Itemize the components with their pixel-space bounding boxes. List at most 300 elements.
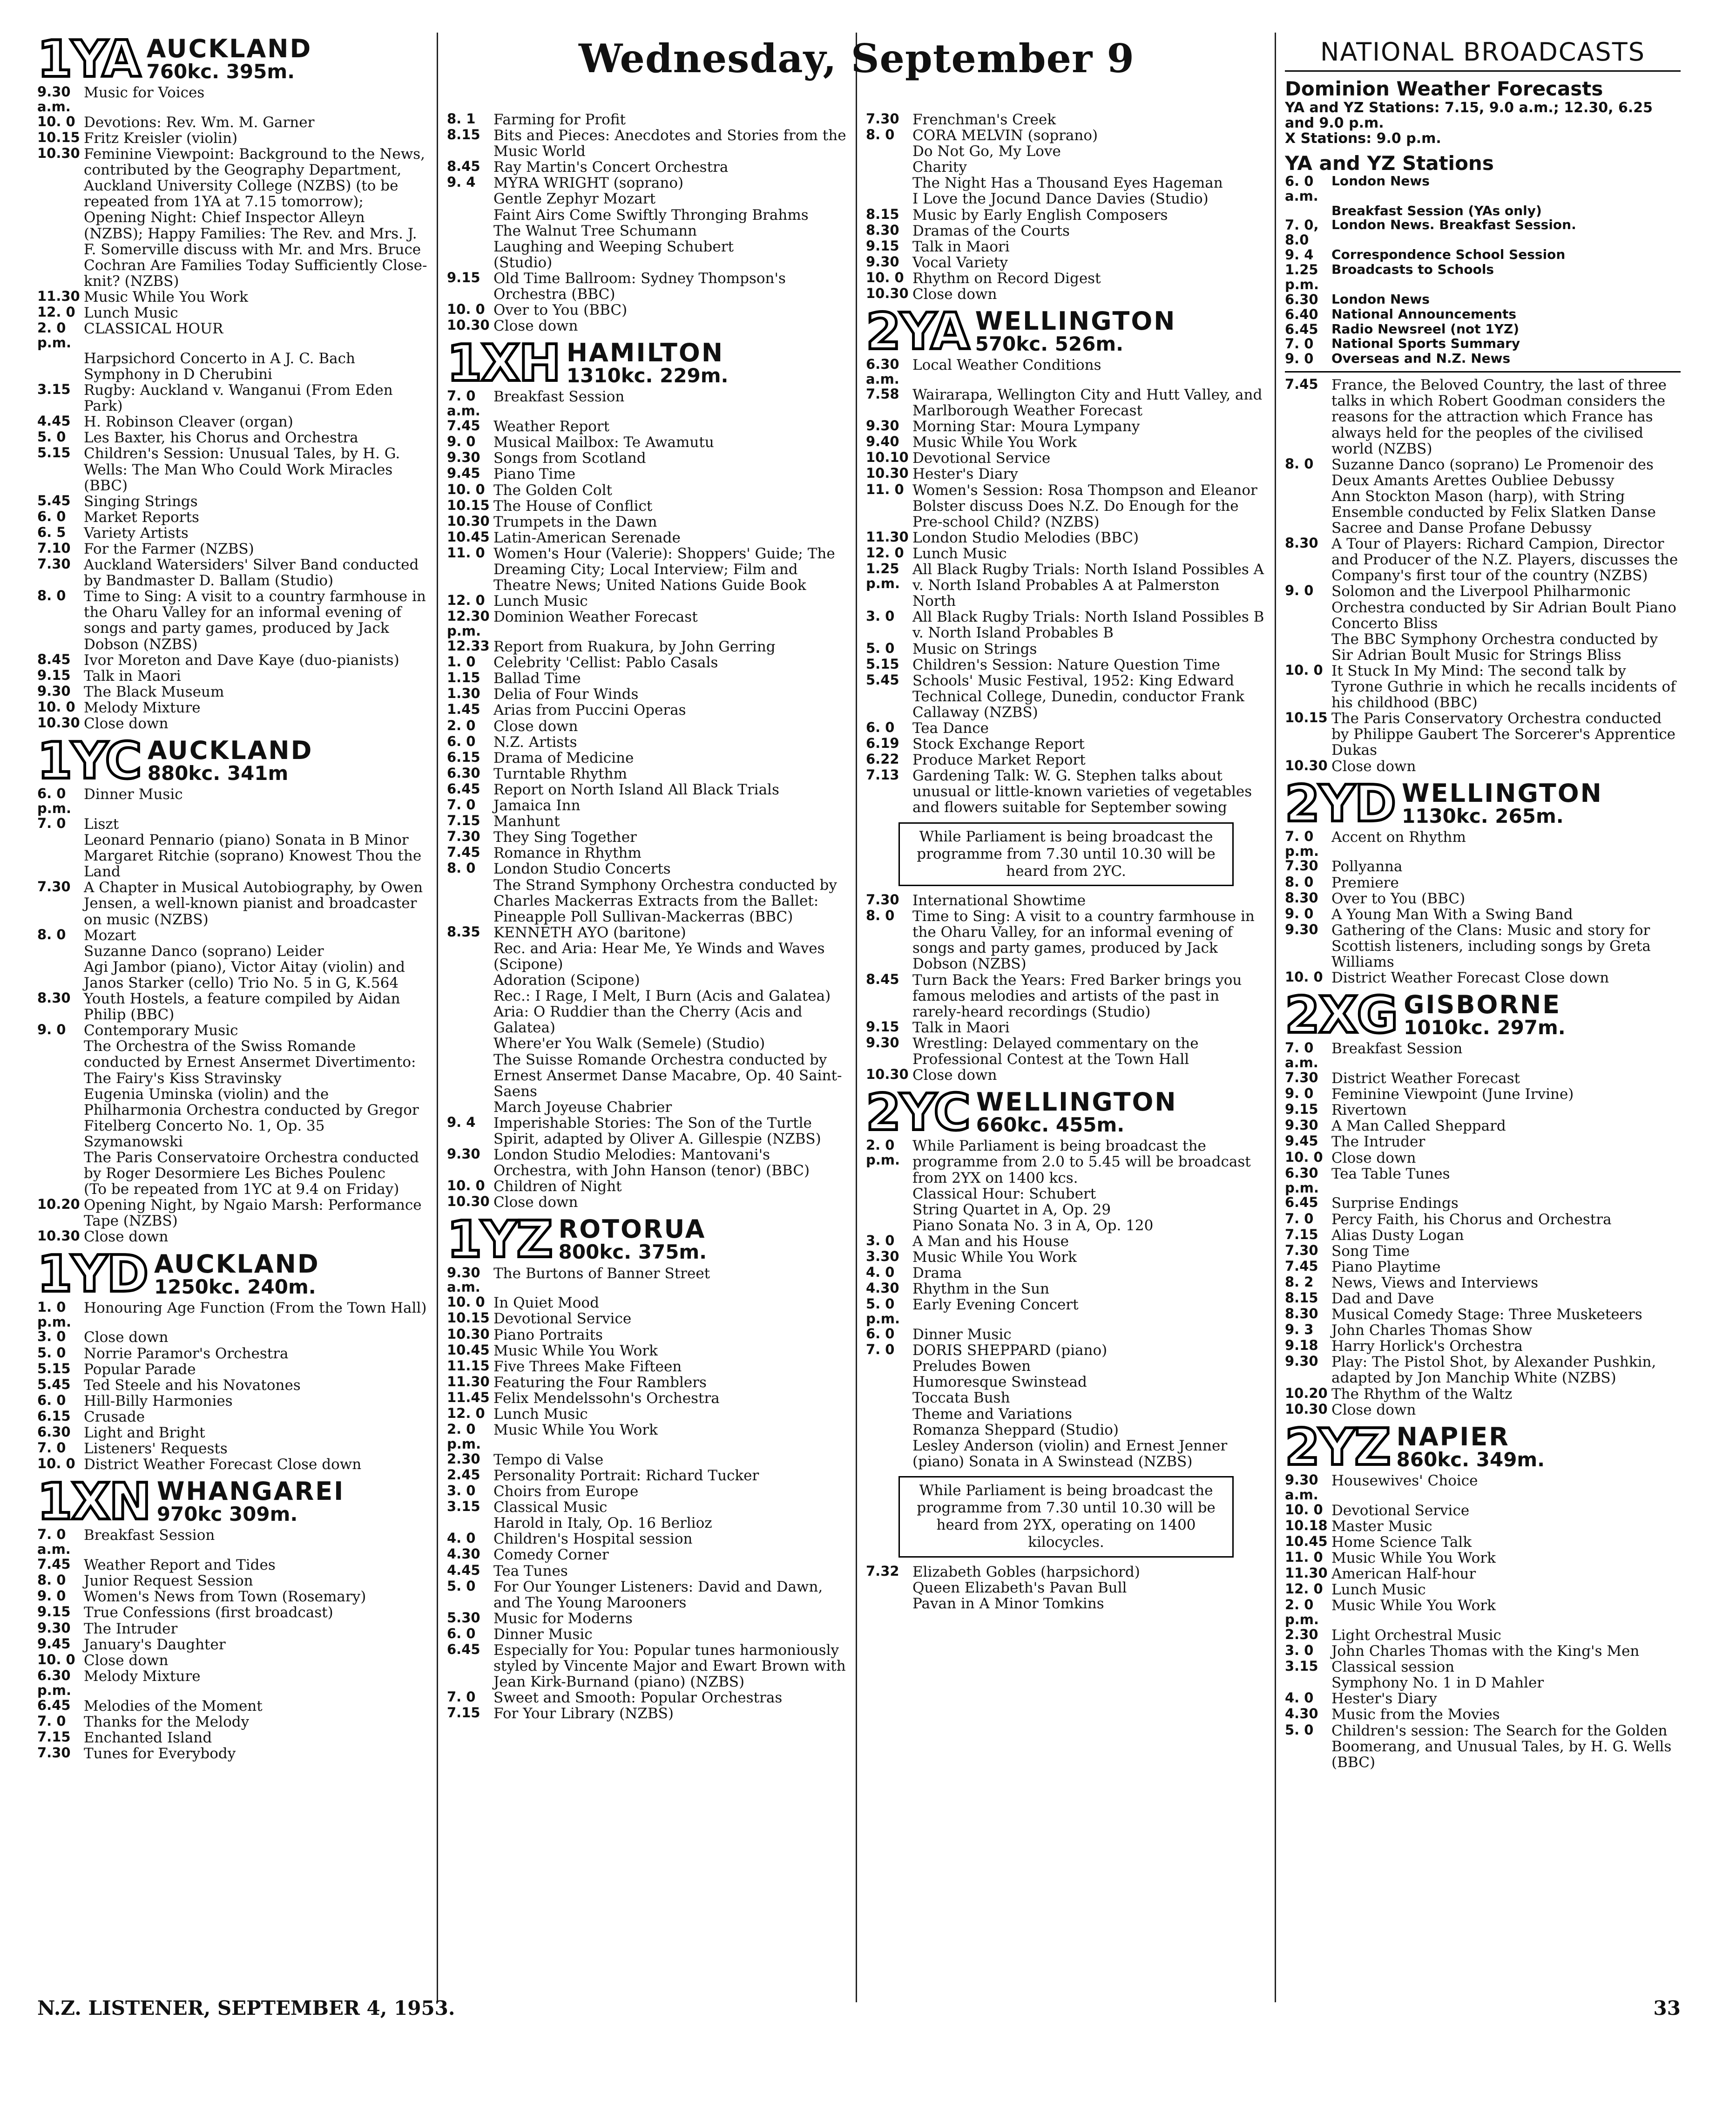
programme-time: 7.15 (1285, 1226, 1318, 1242)
programme-time: 1.15 (447, 670, 480, 686)
programme-text: International Showtime (912, 892, 1086, 909)
station-frequency: 760kc. 395m. (146, 60, 295, 83)
programme-entry (37, 716, 428, 732)
programme-text: Music While You Work (493, 1342, 658, 1359)
programme-time: 7. 0 (37, 815, 66, 831)
programme-entry (1285, 204, 1681, 218)
programme-entry (447, 1499, 847, 1515)
programme-time: 8. 0 (37, 1572, 66, 1588)
programme-entry (447, 1452, 847, 1468)
programme-time: 8. 0 (1285, 874, 1314, 890)
programme-text: The Intruder (84, 1620, 178, 1637)
programme-entry (1285, 174, 1681, 204)
programme-text: Classical session (1331, 1659, 1455, 1676)
programme-entry (37, 1730, 428, 1746)
programme-text: The Intruder (1331, 1133, 1425, 1151)
programme-time: 10.15 (447, 497, 490, 513)
programme-entry (866, 387, 1266, 419)
programme-text: Home Science Talk (1331, 1533, 1472, 1551)
programme-text: Rec. and Aria: Hear Me, Ye Winds and Waves (Scipone) (493, 940, 825, 973)
programme-entry (37, 928, 428, 943)
programme-text: Dinner Music (84, 786, 183, 803)
programme-entry (447, 1484, 847, 1499)
programme-entry (447, 1099, 847, 1115)
schedule-list (1285, 829, 1681, 986)
callsign: 2YD (1285, 774, 1395, 833)
column-2 (447, 33, 847, 2002)
programme-entry (37, 1589, 428, 1605)
programme-time: 8.35 (447, 923, 480, 940)
programme-text: Adoration (Scipone) (493, 972, 640, 989)
programme-time: 10.30 (447, 1193, 490, 1210)
station-name: WELLINGTON (1402, 778, 1603, 808)
callsign: 1YA (37, 33, 140, 88)
programme-entry (1285, 1643, 1681, 1659)
programme-text: Farming for Profit (493, 111, 626, 128)
programme-time: 10.15 (447, 1310, 490, 1326)
programme-text: For Your Library (NZBS) (493, 1705, 674, 1722)
programme-time: 6.30 p.m. (1285, 1165, 1319, 1196)
programme-text: Rhythm on Record Digest (912, 270, 1101, 287)
programme-text: Honouring Age Function (From the Town Hall) (84, 1299, 427, 1316)
programme-text: Tunes for Everybody (84, 1745, 236, 1762)
programme-text: Devotional Service (1331, 1502, 1470, 1519)
weather-line: YA and YZ Stations: 7.15, 9.0 a.m.; 12.30, 6.25 and 9.0 p.m. (1285, 99, 1653, 131)
programme-entry (866, 128, 1266, 143)
programme-text: Devotional Service (493, 1310, 632, 1328)
programme-time: 1.25 p.m. (866, 561, 900, 591)
programme-time: 10.30 (866, 1066, 909, 1083)
programme-time: 7. 0 (447, 797, 476, 813)
programme-time: 8. 0 (37, 588, 66, 604)
programme-entry (447, 1706, 847, 1721)
programme-text: Featuring the Four Ramblers (493, 1374, 707, 1391)
programme-text: Close down (1331, 758, 1416, 775)
schedule-list (1285, 377, 1681, 774)
programme-time: 10.45 (1285, 1533, 1328, 1549)
programme-entry (447, 1359, 847, 1375)
programme-text: Close down (493, 1194, 578, 1211)
station-2yc (866, 1084, 1266, 1612)
programme-time: 10.30 (37, 145, 80, 162)
programme-time: 7.30 (866, 111, 899, 127)
programme-time: 7.30 (447, 828, 480, 845)
programme-text: Piano Time (493, 466, 576, 483)
programme-time: 8.30 (1285, 889, 1318, 906)
programme-text: All Black Rugby Trials: North Island Possibles A v. North Island Probables A at Palmerston North (912, 561, 1264, 610)
programme-entry (37, 1441, 428, 1457)
programme-time: 6.30 (37, 1423, 71, 1440)
programme-time: 9.45 (37, 1635, 71, 1652)
programme-entry (866, 752, 1266, 768)
station-1yd (37, 1245, 428, 1473)
programme-time: 5.45 (866, 671, 899, 688)
parliament-notice: While Parliament is being broadcast the programme from 7.30 until 10.30 will be heard from 2YC. (898, 822, 1234, 887)
programme-text: Music While You Work (912, 434, 1077, 451)
programme-entry (37, 848, 428, 880)
programme-entry (37, 1150, 428, 1181)
programme-time: 6.30 p.m. (37, 1667, 72, 1698)
programme-entry (866, 657, 1266, 673)
programme-text: Piano Playtime (1331, 1258, 1441, 1275)
programme-entry (447, 766, 847, 782)
programme-text: Children's session: The Search for the Golden Boomerang, and Unusual Tales, by H. G. Wells (BBC) (1331, 1722, 1672, 1771)
programme-entry (447, 845, 847, 861)
programme-time: 10. 0 (447, 1178, 485, 1194)
programme-time: 11. 0 (1285, 1549, 1323, 1565)
programme-entry (447, 482, 847, 498)
programme-entry (866, 1374, 1266, 1390)
programme-time: 10.18 (1285, 1517, 1328, 1533)
programme-text: John Charles Thomas with the King's Men (1331, 1643, 1640, 1660)
programme-text: Crusade (84, 1408, 145, 1425)
programme-text: Overseas and N.Z. News (1331, 351, 1511, 366)
programme-entry (37, 321, 428, 351)
programme-entry (447, 593, 847, 609)
programme-text: Frenchman's Creek (912, 111, 1056, 128)
station-name: AUCKLAND (154, 1249, 320, 1279)
column-4 (1285, 33, 1681, 2002)
programme-text: Market Reports (84, 508, 199, 526)
programme-text: Piano Sonata No. 3 in A, Op. 120 (912, 1217, 1154, 1234)
programme-text: Auckland Watersiders' Silver Band conducted by Bandmaster D. Ballam (Studio) (84, 556, 419, 590)
programme-text: Norrie Paramor's Orchestra (84, 1345, 289, 1362)
programme-text: Dramas of the Courts (912, 222, 1070, 239)
programme-entry (866, 191, 1266, 207)
programme-text: Music for Voices (84, 84, 205, 102)
programme-text: Hester's Diary (1331, 1690, 1437, 1708)
programme-entry (37, 351, 428, 366)
programme-entry (447, 750, 847, 766)
programme-text: Music While You Work (1331, 1549, 1496, 1566)
programme-time: 9. 4 (447, 1114, 476, 1130)
programme-time: 3. 0 (447, 1483, 476, 1499)
programme-text: Dominion Weather Forecast (493, 609, 698, 626)
programme-text: Local Weather Conditions (912, 357, 1101, 374)
programme-time: 3.15 (447, 1498, 480, 1515)
programme-time: 8.15 (1285, 1290, 1318, 1306)
programme-time: 3. 0 (866, 608, 895, 624)
programme-time: 8.45 (866, 971, 899, 987)
programme-time: 2. 0 (447, 717, 476, 733)
programme-time: 9.30 (37, 1620, 71, 1636)
programme-entry (37, 668, 428, 684)
programme-entry (866, 972, 1266, 1020)
programme-entry (866, 736, 1266, 752)
programme-text: Mozart (84, 927, 136, 944)
programme-text: Delia of Four Winds (493, 686, 639, 703)
column-3 (866, 33, 1266, 2002)
programme-text: Music While You Work (1331, 1597, 1496, 1614)
programme-text: News, Views and Interviews (1331, 1274, 1539, 1291)
programme-text: Master Music (1331, 1518, 1432, 1535)
programme-text: Music While You Work (84, 288, 248, 305)
programme-entry (1285, 907, 1681, 922)
programme-time: 12. 0 (866, 544, 904, 561)
programme-entry (866, 1358, 1266, 1374)
programme-time: 9. 4 (447, 174, 476, 190)
programme-entry (1285, 1550, 1681, 1566)
schedule-list (866, 112, 1266, 302)
programme-entry (1285, 1118, 1681, 1134)
programme-text: Suzanne Danco (soprano) Leider (84, 942, 324, 960)
station-frequency: 860kc. 349m. (1396, 1448, 1545, 1471)
programme-entry (37, 494, 428, 509)
programme-text: Solomon and the Liverpool Philharmonic Orchestra conducted by Sir Adrian Boult Piano Concerto Bliss (1331, 583, 1676, 632)
programme-entry (1285, 1041, 1681, 1071)
programme-entry (447, 207, 847, 223)
programme-time: 10.30 (447, 1326, 490, 1342)
programme-text: Music by Early English Composers (912, 206, 1168, 224)
programme-text: CORA MELVIN (soprano) (912, 127, 1098, 144)
programme-entry (447, 925, 847, 941)
programme-time: 11.45 (447, 1389, 490, 1405)
programme-text: Children of Night (493, 1178, 622, 1195)
programme-time: 9. 0 (37, 1588, 66, 1604)
programme-entry (1285, 1723, 1681, 1770)
programme-entry (866, 1202, 1266, 1218)
programme-entry (37, 959, 428, 991)
programme-entry (37, 414, 428, 430)
programme-entry (866, 1249, 1266, 1265)
programme-text: Feminine Viewpoint (June Irvine) (1331, 1086, 1574, 1103)
programme-time: 11.30 (1285, 1565, 1328, 1581)
programme-time: 9. 0 (1285, 351, 1314, 367)
programme-time: 10. 0 (37, 698, 75, 715)
programme-entry (447, 1004, 847, 1036)
programme-time: 10. 0 (1285, 1501, 1323, 1518)
programme-entry (1285, 377, 1681, 456)
programme-text: District Weather Forecast Close down (84, 1456, 362, 1473)
programme-entry (1285, 1291, 1681, 1307)
station-1yc (37, 732, 428, 1246)
programme-entry (37, 1557, 428, 1573)
programme-text: While Parliament is being broadcast the programme from 2.0 to 5.45 will be broadcast from 2YX on 1400 kcs. (912, 1138, 1251, 1186)
programme-text: Toccata Bush (912, 1389, 1010, 1407)
programme-entry (37, 1605, 428, 1620)
programme-time: 4.30 (1285, 1706, 1318, 1722)
programme-entry (447, 1115, 847, 1147)
programme-time: 6.30 a.m. (866, 356, 899, 387)
programme-entry (1285, 1195, 1681, 1211)
programme-entry (1285, 1691, 1681, 1707)
programme-time: 2. 0 p.m. (866, 1137, 900, 1168)
programme-text: Music for Moderns (493, 1610, 633, 1627)
programme-time: 10.20 (37, 1196, 80, 1213)
programme-entry (866, 223, 1266, 239)
programme-time: 8.45 (447, 158, 480, 175)
programme-time: 11.15 (447, 1357, 490, 1374)
programme-time: 7. 0 (1285, 1210, 1314, 1227)
programme-text: Correspondence School Session (1331, 247, 1566, 263)
programme-time: 8.15 (866, 206, 899, 222)
programme-time: 7.30 (1285, 858, 1318, 874)
programme-entry (866, 1327, 1266, 1342)
programme-time: 12. 0 (447, 592, 485, 609)
programme-time: 7.30 (1285, 1070, 1318, 1086)
programme-time: 9.30 (447, 449, 480, 466)
programme-time: 7.30 (37, 1744, 71, 1761)
programme-entry (447, 861, 847, 877)
programme-entry (447, 530, 847, 546)
programme-time: 7.15 (447, 1705, 480, 1721)
programme-entry (866, 1067, 1266, 1083)
programme-time: 6. 0 (447, 733, 476, 749)
programme-time: 3.15 (1285, 1658, 1318, 1674)
schedule-list (37, 1300, 428, 1473)
programme-text: Dad and Dave (1331, 1290, 1434, 1307)
programme-entry (1285, 292, 1681, 307)
programme-entry (37, 1181, 428, 1197)
programme-text: Schools' Music Festival, 1952: King Edward Technical College, Dunedin, conductor Frank Callaway (NZBS) (912, 672, 1244, 721)
programme-entry (447, 686, 847, 702)
programme-time: 7.13 (866, 767, 899, 783)
programme-text: Gathering of the Clans: Music and story for Scottish listeners, including songs by Greta Williams (1331, 922, 1651, 971)
programme-time: 8. 2 (1285, 1274, 1314, 1290)
programme-text: Gentle Zephyr Mozart (493, 190, 656, 208)
programme-time: 7.45 (1285, 1258, 1318, 1274)
programme-entry (447, 450, 847, 466)
programme-time: 9.30 (37, 683, 71, 699)
programme-text: Song Time (1331, 1242, 1410, 1260)
programme-entry (1285, 536, 1681, 583)
programme-time: 2.30 (447, 1450, 480, 1467)
programme-entry (37, 509, 428, 525)
programme-text: The House of Conflict (493, 497, 653, 515)
programme-entry (447, 609, 847, 639)
programme-text: Hester's Diary (912, 466, 1018, 483)
programme-time: 9. 4 (1285, 247, 1314, 263)
programme-entry (1285, 322, 1681, 337)
programme-entry (37, 1746, 428, 1762)
programme-text: Close down (84, 1228, 169, 1246)
programme-entry (37, 85, 428, 115)
programme-time: 10. 0 (866, 269, 904, 285)
programme-text: Lunch Music (493, 1406, 588, 1423)
programme-time: 8.45 (37, 651, 71, 667)
programme-entry (447, 1642, 847, 1690)
page-footer (37, 1998, 1681, 2019)
programme-text: Breakfast Session (84, 1527, 215, 1544)
programme-entry (1285, 307, 1681, 322)
programme-entry (866, 1138, 1266, 1186)
programme-time: 9.30 a.m. (447, 1264, 480, 1295)
programme-time: 10.30 (447, 513, 490, 529)
programme-entry (37, 1023, 428, 1038)
programme-entry (1285, 922, 1681, 970)
programme-entry (37, 1714, 428, 1730)
station-name: HAMILTON (566, 338, 724, 368)
programme-text: London News (1331, 291, 1430, 307)
programme-text: March Joyeuse Chabrier (493, 1098, 672, 1116)
programme-text: Weather Report and Tides (84, 1557, 276, 1574)
programme-time: 8.30 (1285, 535, 1318, 551)
programme-entry (447, 1422, 847, 1452)
national-broadcasts-title: NATIONAL BROADCASTS (1285, 33, 1681, 72)
station-name: ROTORUA (558, 1214, 706, 1244)
programme-entry (447, 271, 847, 302)
programme-text: Classical Hour: Schubert (912, 1185, 1096, 1202)
programme-entry (447, 1515, 847, 1531)
programme-time: 7. 0 (447, 1689, 476, 1705)
programme-text: Tempo di Valse (493, 1451, 604, 1468)
programme-text: Ted Steele and his Novatones (84, 1376, 301, 1394)
programme-time: 5. 0 (447, 1578, 476, 1594)
programme-text: Women's Session: Rosa Thompson and Eleanor Bolster discuss Does N.Z. Do Enough for the Pre-school Child? (NZBS) (912, 481, 1257, 530)
programme-text: Devotional Service (912, 450, 1051, 467)
programme-time: 9. 0 (37, 1022, 66, 1038)
programme-text: Preludes Bowen (912, 1358, 1031, 1375)
programme-time: 7.30 (866, 892, 899, 908)
programme-text: Harold in Italy, Op. 16 Berlioz (493, 1515, 712, 1532)
programme-time: 7. 0 (1285, 336, 1314, 352)
programme-time: 7.45 (447, 844, 480, 861)
programme-text: Percy Faith, his Chorus and Orchestra (1331, 1211, 1612, 1228)
programme-time: 10.30 (37, 1228, 80, 1244)
programme-text: Produce Market Report (912, 752, 1086, 769)
programme-time: 5. 0 (37, 429, 66, 445)
programme-entry (447, 1343, 847, 1359)
callsign: 2XG (1285, 986, 1398, 1045)
programme-entry (866, 908, 1266, 972)
programme-text: True Confessions (first broadcast) (84, 1604, 333, 1621)
programme-entry (37, 305, 428, 321)
programme-time: 3. 0 (37, 1328, 66, 1345)
programme-entry (447, 988, 847, 1004)
programme-text: Talk in Maori (912, 238, 1010, 255)
programme-text: Hill-Billy Harmonies (84, 1392, 233, 1409)
programme-time: 6.15 (37, 1408, 71, 1424)
programme-text: Humoresque Swinstead (912, 1374, 1087, 1391)
programme-text: Elizabeth Gobles (harpsichord) (912, 1563, 1140, 1580)
programme-text: Enchanted Island (84, 1729, 212, 1746)
programme-entry (447, 782, 847, 798)
programme-text: London Studio Concerts (493, 861, 671, 878)
station-frequency: 880kc. 341m (147, 762, 289, 785)
programme-entry (1285, 1150, 1681, 1166)
programme-text: Rugby: Auckland v. Wanganui (From Eden Park) (84, 382, 393, 415)
programme-text: Vocal Variety (912, 254, 1008, 271)
programme-text: Turn Back the Years: Fred Barker brings you famous melodies and artists of the past in rarely-heard recordings (Studio) (912, 971, 1242, 1020)
station-frequency: 1310kc. 229m. (566, 364, 729, 387)
programme-text: Music While You Work (493, 1422, 658, 1439)
programme-entry (1285, 248, 1681, 263)
programme-text: Play: The Pistol Shot, by Alexander Pushkin, adapted by Jon Manchip White (NZBS) (1331, 1354, 1656, 1387)
programme-text: Latin-American Serenade (493, 529, 681, 546)
programme-entry (37, 943, 428, 959)
programme-entry (37, 1637, 428, 1653)
programme-time: 3. 0 (866, 1232, 895, 1248)
programme-entry (866, 1422, 1266, 1438)
programme-time: 4. 0 (866, 1264, 895, 1281)
programme-entry (866, 207, 1266, 223)
programme-entry (447, 734, 847, 750)
programme-entry (1285, 1659, 1681, 1675)
programme-entry (1285, 218, 1681, 248)
programme-entry (866, 1438, 1266, 1470)
programme-time: 9.30 (1285, 1117, 1318, 1133)
programme-text: Feminine Viewpoint: Background to the News, contributed by the Geography Department, Auckland University College (NZBS) (to be repeated from 1YA at 7.15 tomorrow); Opening Night: Chief Inspector Alleyn (NZBS); Happy Families: The Rev. and Mrs. J. F. Somerville discuss with Mr. and Mrs. Bruce Cochran Are Families Today Sufficiently Close-knit? (NZBS) (84, 146, 427, 290)
programme-entry (447, 877, 847, 925)
programme-entry (866, 286, 1266, 302)
programme-entry (37, 589, 428, 652)
weather-line: X Stations: 9.0 p.m. (1285, 130, 1441, 147)
programme-entry (1285, 1243, 1681, 1259)
programme-time: 6.45 (447, 1641, 480, 1657)
programme-entry (1285, 1322, 1681, 1338)
programme-time: 5.45 (37, 492, 71, 508)
programme-time: 6.45 (447, 780, 480, 797)
